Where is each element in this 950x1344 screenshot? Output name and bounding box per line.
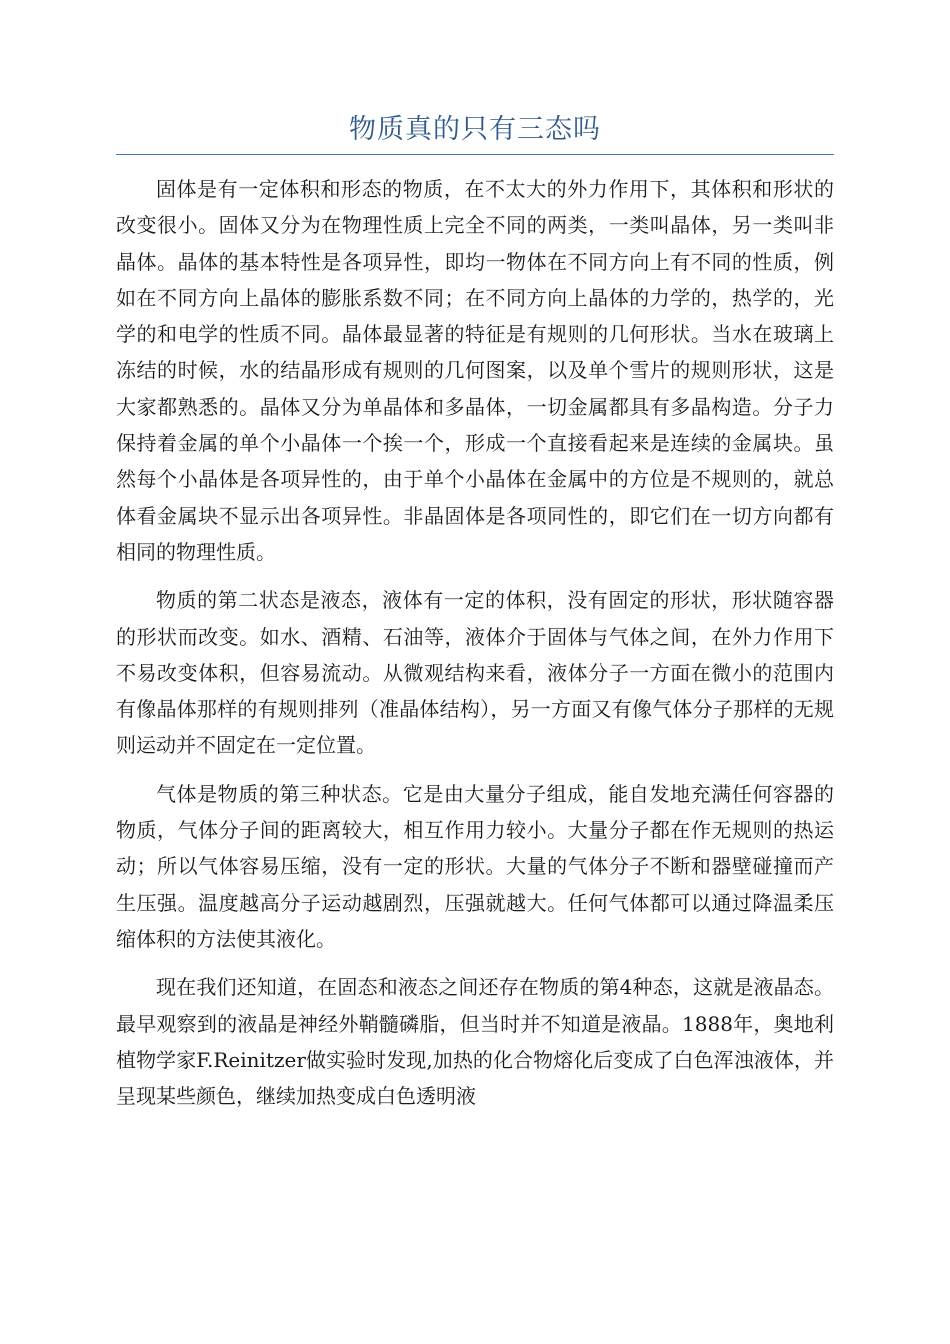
document-body (116, 171, 834, 1114)
document-page (116, 110, 834, 1126)
paragraph-liquid-crystal: 现在我们还知道，在固态和液态之间还存在物质的第4种态，这就是液晶态。最早观察到的液晶是神经外鞘髓磷脂，但当时并不知道是液晶。1888年，奥地利植物学家F.Reinitzer做实验时发现,加热的化合物熔化后变成了白色浑浊液体，并呈现某些颜色，继续加热变成白色透明液 (116, 975, 834, 1109)
page-title: 物质真的只有三态吗 (116, 110, 834, 155)
paragraph-solid: 固体是有一定体积和形态的物质，在不太大的外力作用下，其体积和形状的改变很小。固体又分为在物理性质上完全不同的两类，一类叫晶体，另一类叫非晶体。晶体的基本特性是各项异性，即均一物体在不同方向上有不同的性质，例如在不同方向上晶体的膨胀系数不同；在不同方向上晶体的力学的，热学的，光学的和电学的性质不同。晶体最显著的特征是有规则的几何形状。当水在玻璃上冻结的时候，水的结晶形成有规则的几何图案，以及单个雪片的规则形状，这是大家都熟悉的。晶体又分为单晶体和多晶体，一切金属都具有多晶构造。分子力保持着金属的单个小晶体一个挨一个，形成一个直接看起来是连续的金属块。虽然每个小晶体是各项异性的，由于单个小晶体在金属中的方位是不规则的，就总体看金属块不显示出各项异性。非晶固体是各项同性的，即它们在一切方向都有相同的物理性质。 (116, 177, 834, 564)
paragraph-gas: 气体是物质的第三种状态。它是由大量分子组成，能自发地充满任何容器的物质，气体分子间的距离较大，相互作用力较小。大量分子都在作无规则的热运动；所以气体容易压缩，没有一定的形状。大量的气体分子不断和器壁碰撞而产生压强。温度越高分子运动越剧烈，压强就越大。任何气体都可以通过降温柔压缩体积的方法使其液化。 (116, 781, 834, 951)
paragraph-liquid: 物质的第二状态是液态，液体有一定的体积，没有固定的形状，形状随容器的形状而改变。如水、酒精、石油等，液体介于固体与气体之间，在外力作用下不易改变体积，但容易流动。从微观结构来看，液体分子一方面在微小的范围内有像晶体那样的有规则排列（准晶体结构），另一方面又有像气体分子那样的无规则运动并不固定在一定位置。 (116, 588, 834, 758)
